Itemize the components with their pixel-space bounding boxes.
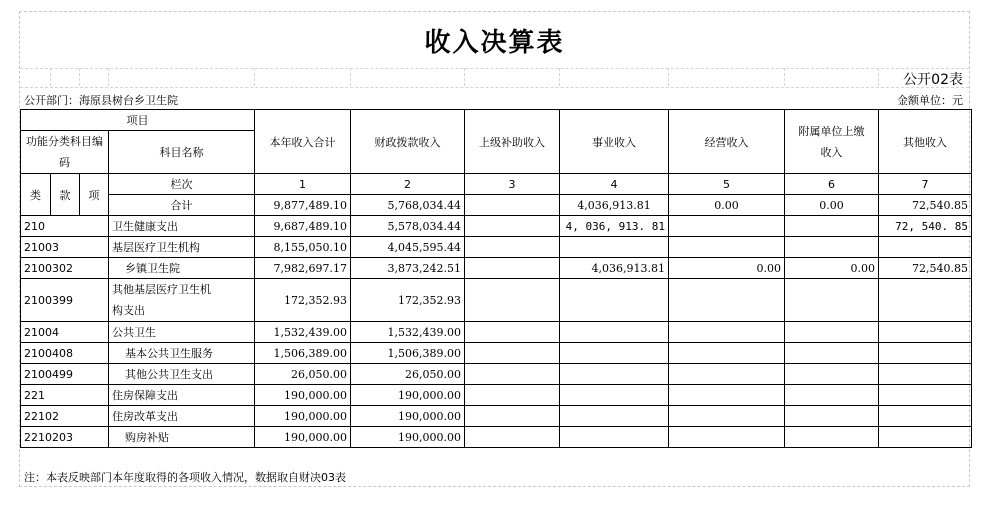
amount-cell	[465, 385, 560, 406]
amount-cell: 8,155,050.10	[255, 237, 351, 258]
subject-name: 住房保障支出	[109, 385, 255, 406]
amount-cell: 190,000.00	[255, 406, 351, 427]
amount-cell: 26,050.00	[351, 364, 465, 385]
amount-cell: 4,045,595.44	[351, 237, 465, 258]
amount-cell	[465, 406, 560, 427]
grid-line	[559, 68, 560, 86]
header-col-1: 本年收入合计	[255, 110, 351, 174]
amount-cell	[879, 343, 972, 364]
total-cell: 4,036,913.81	[560, 195, 669, 216]
amount-cell: 190,000.00	[255, 427, 351, 448]
col-number: 2	[351, 174, 465, 195]
amount-cell	[560, 427, 669, 448]
subject-code: 22102	[21, 406, 109, 427]
grid-line	[79, 68, 80, 86]
grid-line	[878, 68, 879, 86]
header-lei: 类	[21, 174, 51, 216]
header-col-5: 经营收入	[669, 110, 785, 174]
subject-name: 住房改革支出	[109, 406, 255, 427]
report-sheet	[19, 11, 970, 487]
col-number: 4	[560, 174, 669, 195]
amount-cell	[879, 237, 972, 258]
table-row	[21, 364, 972, 385]
amount-cell	[465, 427, 560, 448]
amount-cell	[560, 279, 669, 322]
amount-cell: 190,000.00	[351, 385, 465, 406]
amount-cell: 1,506,389.00	[351, 343, 465, 364]
col-number: 1	[255, 174, 351, 195]
amount-cell: 5,578,034.44	[351, 216, 465, 237]
subject-code: 221	[21, 385, 109, 406]
amount-cell	[879, 364, 972, 385]
total-row	[21, 195, 972, 216]
amount-cell	[465, 279, 560, 322]
header-col-2: 财政拨款收入	[351, 110, 465, 174]
amount-cell: 4,036,913.81	[560, 258, 669, 279]
amount-cell	[560, 364, 669, 385]
grid-line	[254, 68, 255, 86]
subject-code: 2100499	[21, 364, 109, 385]
total-cell: 9,877,489.10	[255, 195, 351, 216]
amount-cell	[785, 216, 879, 237]
amount-cell	[669, 406, 785, 427]
department-label: 公开部门：海原县树台乡卫生院	[24, 94, 178, 107]
table-row	[21, 427, 972, 448]
amount-cell	[560, 406, 669, 427]
header-col-3: 上级补助收入	[465, 110, 560, 174]
amount-cell	[669, 216, 785, 237]
amount-cell	[879, 279, 972, 322]
header-func-code: 功能分类科目编码	[21, 131, 109, 174]
table-row	[21, 406, 972, 427]
grid-line	[20, 68, 969, 69]
amount-cell: 72, 540. 85	[879, 216, 972, 237]
footnote: 注：本表反映部门本年度取得的各项收入情况，数据取自财决03表	[24, 471, 346, 484]
header-col-6: 附属单位上缴收入	[785, 110, 879, 174]
table-row	[21, 216, 972, 237]
amount-cell: 72,540.85	[879, 258, 972, 279]
amount-cell	[560, 385, 669, 406]
amount-cell: 26,050.00	[255, 364, 351, 385]
header-col-index: 栏次	[109, 174, 255, 195]
amount-cell	[465, 237, 560, 258]
amount-cell	[560, 237, 669, 258]
amount-cell: 3,873,242.51	[351, 258, 465, 279]
total-cell: 0.00	[785, 195, 879, 216]
col-number: 6	[785, 174, 879, 195]
amount-cell	[785, 279, 879, 322]
amount-cell	[785, 427, 879, 448]
header-subject-name: 科目名称	[109, 131, 255, 174]
amount-cell	[669, 364, 785, 385]
amount-cell	[879, 427, 972, 448]
amount-unit-label: 金额单位：元	[897, 94, 963, 107]
total-cell: 0.00	[669, 195, 785, 216]
report-title: 收入决算表	[424, 28, 565, 58]
amount-cell	[669, 279, 785, 322]
amount-cell: 0.00	[785, 258, 879, 279]
amount-cell	[465, 364, 560, 385]
amount-cell	[785, 364, 879, 385]
amount-cell: 7,982,697.17	[255, 258, 351, 279]
amount-cell	[669, 427, 785, 448]
grid-line	[784, 68, 785, 86]
total-cell: 72,540.85	[879, 195, 972, 216]
subject-code: 2100399	[21, 279, 109, 322]
amount-cell: 1,532,439.00	[255, 322, 351, 343]
header-xiang: 项	[80, 174, 109, 216]
amount-cell: 1,532,439.00	[351, 322, 465, 343]
header-col-4: 事业收入	[560, 110, 669, 174]
amount-cell	[879, 322, 972, 343]
grid-line	[20, 87, 969, 88]
amount-cell: 9,687,489.10	[255, 216, 351, 237]
income-table	[20, 109, 972, 448]
grid-line	[668, 68, 669, 86]
amount-cell	[669, 385, 785, 406]
table-row	[21, 279, 972, 322]
subject-code: 210	[21, 216, 109, 237]
amount-cell: 172,352.93	[351, 279, 465, 322]
total-label: 合计	[109, 195, 255, 216]
subject-code: 21004	[21, 322, 109, 343]
amount-cell	[879, 406, 972, 427]
total-cell: 5,768,034.44	[351, 195, 465, 216]
amount-cell: 190,000.00	[351, 406, 465, 427]
header-item: 项目	[21, 110, 255, 131]
col-number: 7	[879, 174, 972, 195]
subject-name: 其他基层医疗卫生机构支出	[109, 279, 255, 322]
total-cell	[465, 195, 560, 216]
amount-cell	[785, 385, 879, 406]
subject-code: 2100408	[21, 343, 109, 364]
amount-cell	[785, 343, 879, 364]
amount-cell: 0.00	[669, 258, 785, 279]
header-kuan: 款	[51, 174, 80, 216]
amount-cell	[669, 343, 785, 364]
amount-cell	[879, 385, 972, 406]
grid-line	[108, 68, 109, 86]
table-row	[21, 322, 972, 343]
table-row	[21, 258, 972, 279]
amount-cell	[465, 258, 560, 279]
subject-code: 2210203	[21, 427, 109, 448]
table-row	[21, 385, 972, 406]
amount-cell: 190,000.00	[351, 427, 465, 448]
amount-cell: 172,352.93	[255, 279, 351, 322]
subject-name: 乡镇卫生院	[109, 258, 255, 279]
amount-cell	[785, 237, 879, 258]
subject-code: 21003	[21, 237, 109, 258]
amount-cell	[785, 406, 879, 427]
form-number: 公开02表	[903, 72, 963, 88]
subject-name: 卫生健康支出	[109, 216, 255, 237]
amount-cell	[560, 343, 669, 364]
subject-name: 基层医疗卫生机构	[109, 237, 255, 258]
table-row	[21, 237, 972, 258]
table-row	[21, 343, 972, 364]
grid-line	[50, 68, 51, 86]
amount-cell: 190,000.00	[255, 385, 351, 406]
col-number: 3	[465, 174, 560, 195]
subject-name: 购房补贴	[109, 427, 255, 448]
amount-cell	[669, 322, 785, 343]
amount-cell	[669, 237, 785, 258]
subject-name: 其他公共卫生支出	[109, 364, 255, 385]
subject-code: 2100302	[21, 258, 109, 279]
subject-name: 公共卫生	[109, 322, 255, 343]
amount-cell: 4, 036, 913. 81	[560, 216, 669, 237]
grid-line	[464, 68, 465, 86]
amount-cell	[465, 322, 560, 343]
amount-cell	[785, 322, 879, 343]
subject-name: 基本公共卫生服务	[109, 343, 255, 364]
col-number: 5	[669, 174, 785, 195]
amount-cell	[560, 322, 669, 343]
amount-cell	[465, 216, 560, 237]
header-col-7: 其他收入	[879, 110, 972, 174]
amount-cell	[465, 343, 560, 364]
grid-line	[350, 68, 351, 86]
amount-cell: 1,506,389.00	[255, 343, 351, 364]
